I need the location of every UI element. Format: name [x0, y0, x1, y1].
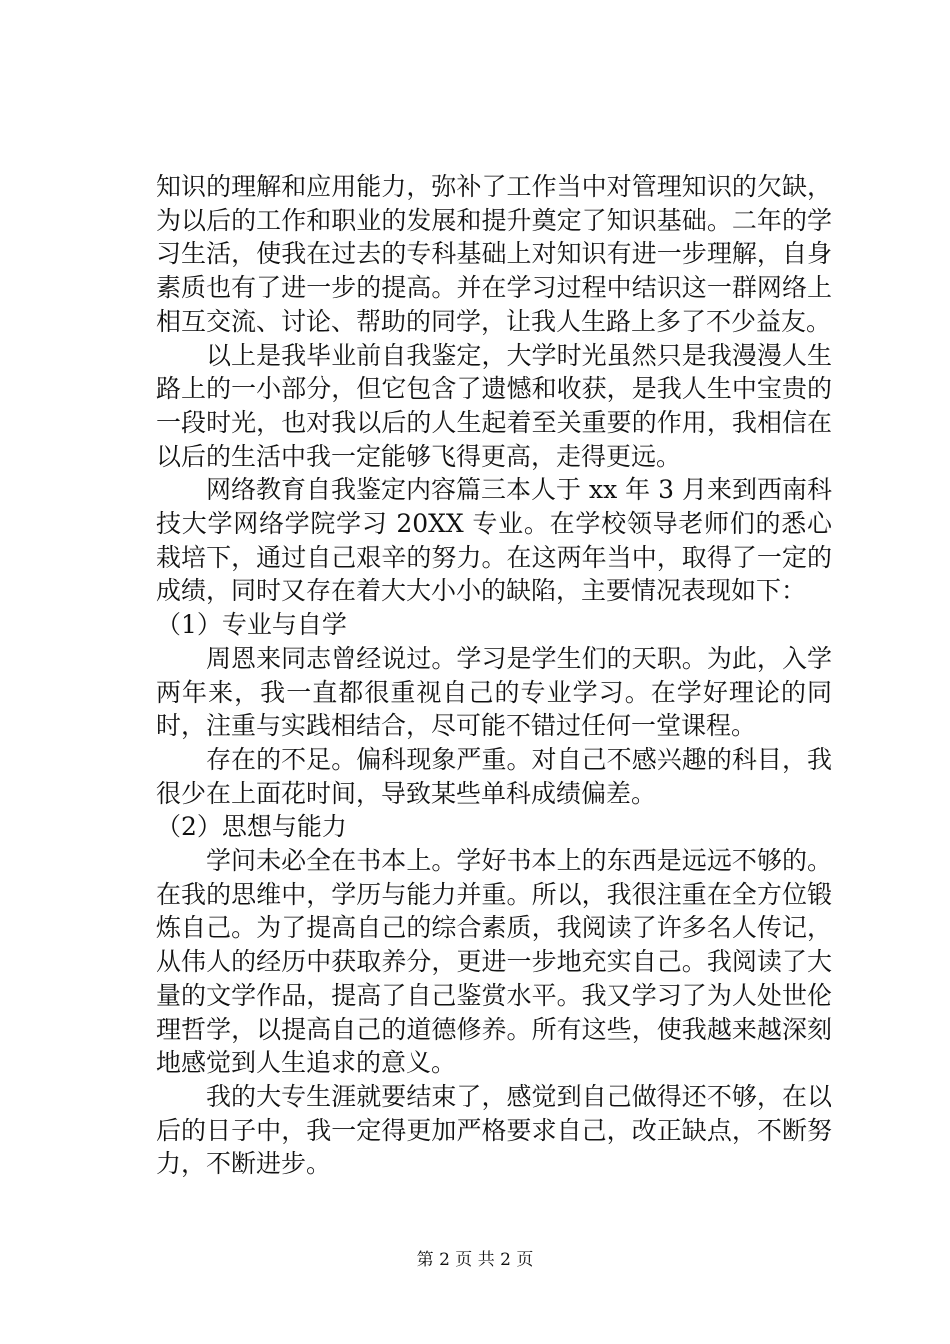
- paragraph-thought: 学问未必全在书本上。学好书本上的东西是远远不够的。在我的思维中，学历与能力并重。所以，我很注重在全方位锻炼自己。为了提高自己的综合素质，我阅读了许多名人传记，从伟人的经历中获取养分，更进一步地充实自己。我阅读了大量的文学作品，提高了自己鉴赏水平。我又学习了为人处世伦理哲学，以提高自己的道德修养。所有这些，使我越来越深刻地感觉到人生追求的意义。: [156, 846, 832, 1078]
- paragraph-continuation: 知识的理解和应用能力，弥补了工作当中对管理知识的欠缺，为以后的工作和职业的发展和提升奠定了知识基础。二年的学习生活，使我在过去的专科基础上对知识有进一步理解，自身素质也有了进一步的提高。并在学习过程中结识这一群网络上相互交流、讨论、帮助的同学，让我人生路上多了不少益友。: [156, 172, 832, 336]
- paragraph-summary: 以上是我毕业前自我鉴定，大学时光虽然只是我漫漫人生路上的一小部分，但它包含了遗憾和收获，是我人生中宝贵的一段时光，也对我以后的人生起着至关重要的作用，我相信在以后的生活中我一定能够飞得更高，走得更远。: [156, 340, 832, 471]
- section-heading-major: （1）专业与自学: [156, 610, 347, 640]
- paragraph-study: 周恩来同志曾经说过。学习是学生们的天职。为此，入学两年来，我一直都很重视自己的专业学习。在学好理论的同时，注重与实践相结合，尽可能不错过任何一堂课程。: [156, 643, 832, 741]
- paragraph-conclusion: 我的大专生涯就要结束了，感觉到自己做得还不够，在以后的日子中，我一定得更加严格要求自己，改正缺点，不断努力，不断进步。: [156, 1081, 832, 1179]
- paragraph-intro: 网络教育自我鉴定内容篇三本人于 xx 年 3 月来到西南科技大学网络学院学习 20XX 专业。在学校领导老师们的悉心栽培下，通过自己艰辛的努力。在这两年当中，取得了一定的成绩，同时又存在着大大小小的缺陷，主要情况表现如下：: [156, 475, 832, 606]
- document-body: [156, 170, 832, 1181]
- paragraph-shortcoming: 存在的不足。偏科现象严重。对自己不感兴趣的科目，我很少在上面花时间，导致某些单科成绩偏差。: [156, 744, 832, 808]
- section-heading-thought: （2）思想与能力: [156, 812, 347, 842]
- page-footer: 第 2 页 共 2 页: [416, 1250, 534, 1270]
